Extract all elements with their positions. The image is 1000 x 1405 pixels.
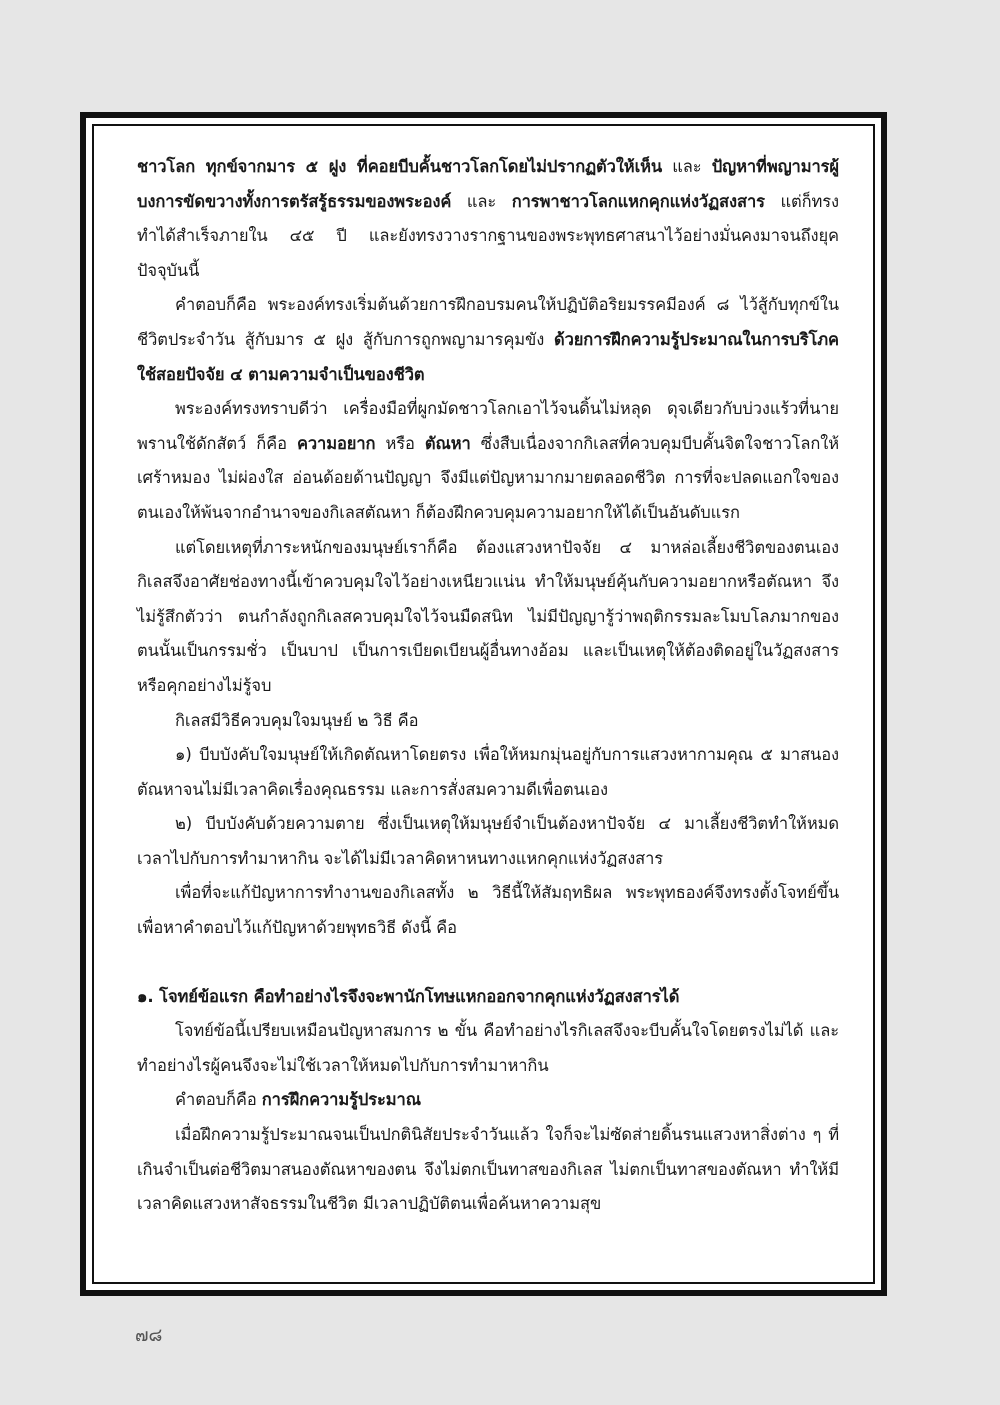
- paragraph: [137, 288, 839, 392]
- page-number: ๗๘: [135, 1325, 163, 1346]
- text-segment: เมื่อฝึกความรู้ประมาณจนเป็นปกตินิสัยประจำวันแล้ว ใจก็จะไม่ซัดส่ายดิ้นรนแสวงหาสิ่งต่าง ๆ ที่เกินจำเป็นต่อชีวิตมาสนองตัณหาของตน จึงไม่ตกเป็นทาสของกิเลส ไม่ตกเป็นทาสของตัณหา ทำให้มีเวลาคิดแสวงหาสัจธรรมในชีวิต มีเวลาปฏิบัติตนเพื่อค้นหาความสุข: [137, 1125, 839, 1214]
- text-segment: แต่โดยเหตุที่ภาระหนักของมนุษย์เราก็คือ ต้องแสวงหาปัจจัย ๔ มาหล่อเลี้ยงชีวิตของตนเอง กิเลสจึงอาศัยช่องทางนี้เข้าควบคุมใจไว้อย่างเหนียวแน่น ทำให้มนุษย์คุ้นกับความอยากหรือตัณหา จึงไม่รู้สึกตัวว่า ตนกำลังถูกกิเลสควบคุมใจไว้จนมืดสนิท ไม่มีปัญญารู้ว่าพฤติกรรมละโมบโลภมากของตนนั้นเป็นกรรมชั่ว เป็นบาป เป็นการเบียดเบียนผู้อื่นทางอ้อม และเป็นเหตุให้ต้องติดอยู่ในวัฏสงสารหรือคุกอย่างไม่รู้จบ: [137, 537, 839, 695]
- paragraph: [137, 980, 839, 1015]
- paragraph: [137, 1014, 839, 1083]
- bold-text: การพาชาวโลกแหกคุกแห่งวัฏสงสาร: [511, 191, 765, 211]
- text-segment: และ: [451, 191, 512, 211]
- paragraph: [137, 150, 839, 288]
- paragraph: [137, 392, 839, 530]
- text-segment: หรือ: [375, 433, 425, 453]
- text-segment: ๒) บีบบังคับด้วยความตาย ซึ่งเป็นเหตุให้มนุษย์จำเป็นต้องหาปัจจัย ๔ มาเลี้ยงชีวิตทำให้หมดเวลาไปกับการทำมาหากิน จะได้ไม่มีเวลาคิดหาหนทางแหกคุกแห่งวัฏสงสาร: [137, 814, 839, 868]
- paragraph: [137, 807, 839, 876]
- text-segment: ซึ่งสืบเนื่องจากกิเลสที่ควบคุมบีบคั้นจิตใจชาวโลกให้เศร้าหมอง ไม่ผ่องใส อ่อนด้อยด้านปัญญา จึงมีแต่ปัญหามากมายตลอดชีวิต การที่จะปลดแอกใจของตนเองให้พ้นจากอำนาจของกิเลสตัณหา ก็ต้องฝึกควบคุมความอยากให้ได้เป็นอันดับแรก: [137, 433, 840, 522]
- body-text: [137, 150, 839, 1222]
- bold-text: ชาวโลก ทุกข์จากมาร ๕ ฝูง ที่คอยบีบคั้นชาวโลกโดยไม่ปรากฏตัวให้เห็น: [137, 157, 663, 176]
- paragraph: [137, 704, 839, 739]
- text-segment: คำตอบก็คือ: [175, 1090, 262, 1110]
- text-segment: กิเลสมีวิธีควบคุมใจมนุษย์ ๒ วิธี คือ: [175, 710, 419, 730]
- bold-text: การฝึกความรู้ประมาณ: [261, 1090, 421, 1110]
- text-segment: คำตอบก็คือ พระองค์ทรงเริ่มต้นด้วยการฝึกอบรมคนให้ปฏิบัติอริยมรรคมีองค์ ๘ ไว้สู้กับทุกข์ในชีวิตประจำวัน สู้กับมาร ๕ ฝูง สู้กับการถูกพญามารคุมขัง: [137, 295, 839, 349]
- text-segment: พระองค์ทรงทราบดีว่า เครื่องมือที่ผูกมัดชาวโลกเอาไว้จนดิ้นไม่หลุด ดุจเดียวกับบ่วงแร้วที่นายพรานใช้ดักสัตว์ ก็คือ: [137, 399, 839, 453]
- paragraph: [137, 1083, 839, 1118]
- paragraph: [137, 738, 839, 807]
- bold-text: ปัญหาที่พญามารผู้บงการขัดขวางทั้งการตรัสรู้ธรรมของพระองค์: [137, 157, 839, 211]
- bold-text: ๑. โจทย์ข้อแรก คือทำอย่างไรจึงจะพานักโทษแหกออกจากคุกแห่งวัฏสงสารได้: [137, 986, 680, 1006]
- text-segment: โจทย์ข้อนี้เปรียบเหมือนปัญหาสมการ ๒ ขั้น คือทำอย่างไรกิเลสจึงจะบีบคั้นใจโดยตรงไม่ได้ และทำอย่างไรผู้คนจึงจะไม่ใช้เวลาให้หมดไปกับการทำมาหากิน: [137, 1021, 839, 1075]
- paragraph: [137, 1118, 839, 1222]
- bold-text: ความอยาก: [296, 433, 376, 453]
- paragraph: [137, 876, 839, 945]
- bold-text: ด้วยการฝึกความรู้ประมาณในการบริโภคใช้สอยปัจจัย ๔ ตามความจำเป็นของชีวิต: [137, 329, 839, 384]
- bold-text: ตัณหา: [424, 433, 471, 453]
- text-segment: แต่ก็ทรงทำได้สำเร็จภายใน ๔๕ ปี และยังทรงวางรากฐานของพระพุทธศาสนาไว้อย่างมั่นคงมาจนถึงยุคปัจจุบันนี้: [137, 191, 839, 280]
- text-segment: เพื่อที่จะแก้ปัญหาการทำงานของกิเลสทั้ง ๒ วิธีนี้ให้สัมฤทธิผล พระพุทธองค์จึงทรงตั้งโจทย์ขึ้น เพื่อหาคำตอบไว้แก้ปัญหาด้วยพุทธวิธี ดังนี้ คือ: [137, 883, 839, 938]
- text-segment: ๑) บีบบังคับใจมนุษย์ให้เกิดตัณหาโดยตรง เพื่อให้หมกมุ่นอยู่กับการแสวงหากามคุณ ๕ มาสนองตัณหาจนไม่มีเวลาคิดเรื่องคุณธรรม และการสั่งสมความดีเพื่อตนเอง: [137, 745, 839, 799]
- paragraph: [137, 531, 839, 704]
- text-segment: และ: [662, 157, 712, 176]
